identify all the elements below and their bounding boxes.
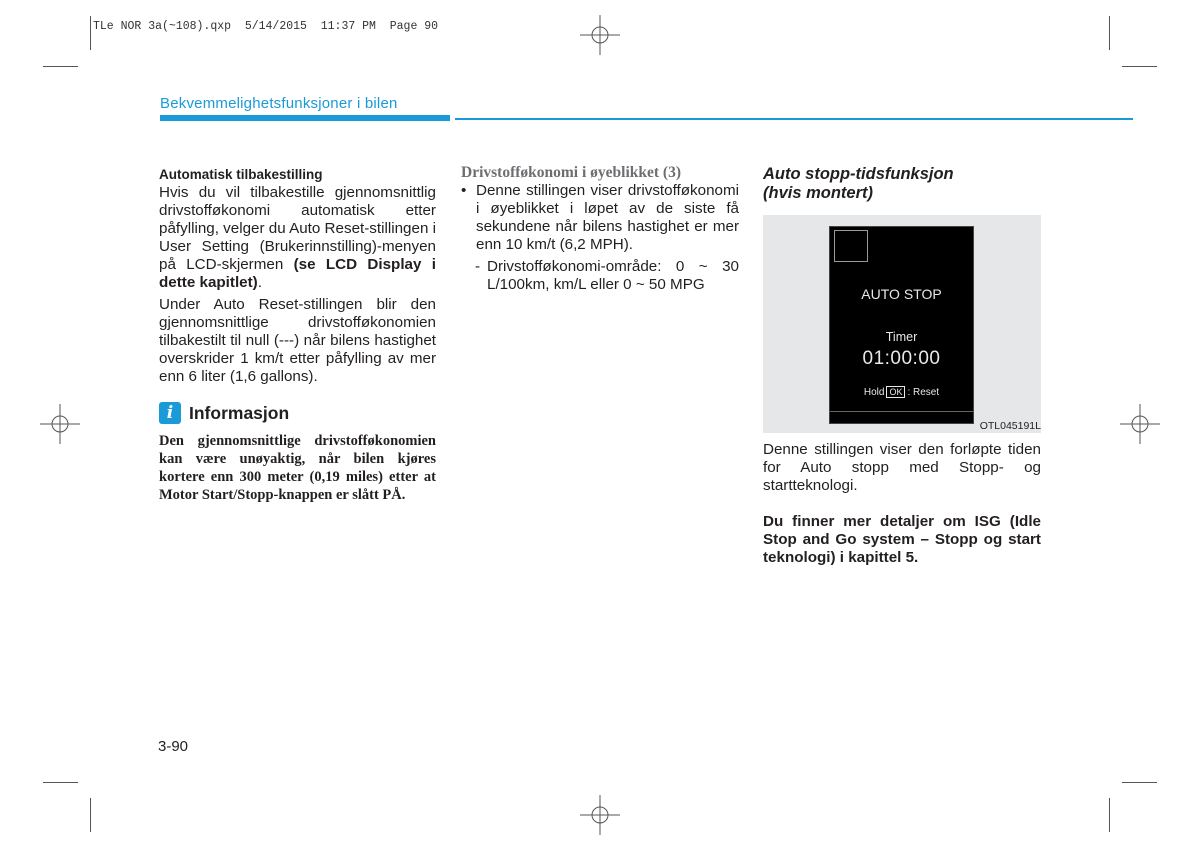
bullet-item [461, 182, 739, 254]
section-title: Bekvemmelighetsfunksjoner i bilen [160, 95, 398, 112]
info-icon: i [159, 402, 181, 424]
paragraph: Denne stillingen viser den forløpte tiden for Auto stopp med Stopp- og startteknologi. [763, 441, 1041, 494]
info-heading [159, 402, 436, 424]
column-middle [461, 164, 739, 294]
lcd-screen [829, 226, 974, 424]
bullet-text: Denne stillingen viser drivstofføkonomi i øyeblikket i løpet av de siste få sekundene når bilens hastighet er mer enn 10 km/t (6,2 MPH). [476, 182, 739, 253]
reset-text: : Reset [907, 387, 940, 398]
column-right [763, 165, 1041, 203]
heading-line: Auto stopp-tidsfunksjon [763, 165, 954, 183]
crop-mark [90, 16, 91, 50]
screen-divider [830, 411, 973, 412]
registration-mark-icon [1120, 404, 1160, 444]
screen-indicator-box [834, 230, 868, 262]
screen-hold-reset [830, 386, 973, 398]
registration-mark-icon [580, 15, 620, 55]
crop-mark [1122, 782, 1157, 783]
paragraph-bold-reference: (se LCD Display i dette kapitlet) [159, 256, 436, 291]
registration-mark-icon [580, 795, 620, 835]
dash-icon: - [475, 258, 481, 275]
paragraph: Under Auto Reset-stillingen blir den gjennomsnittlige drivstofføkonomien tilbakestilt til null (---) når bilens hastighet overskrider 1 km/t etter påfylling av mer enn 6 liter (1,6 gallons). [159, 296, 436, 385]
crop-mark [43, 66, 78, 67]
heading-line: (hvis montert) [763, 184, 874, 202]
page-number: 3-90 [158, 738, 189, 755]
info-title: Informasjon [189, 403, 290, 423]
screen-timer-value: 01:00:00 [862, 348, 941, 369]
column-right-body [763, 441, 1041, 567]
crop-mark [90, 798, 91, 832]
paragraph-end: . [257, 274, 262, 291]
section-rule-thin [455, 118, 1133, 120]
paragraph-text: Hvis du vil tilbakestille gjennomsnittlig drivstofføkonomi automatisk etter påfylling, velger du Auto Reset-stillingen i User Setting (Brukerinnstilling)-menyen på LCD-skjermen [159, 184, 436, 273]
subheading: Drivstofføkonomi i øyeblikket (3) [461, 164, 682, 181]
registration-mark-icon [40, 404, 80, 444]
screen-title: AUTO STOP [861, 286, 942, 302]
figure-code: OTL045191L [979, 420, 1041, 432]
dash-text: Drivstofføkonomi-område: 0 ~ 30 L/100km, km/L eller 0 ~ 50 MPG [487, 258, 739, 293]
info-body: Den gjennomsnittlige drivstofføkonomien kan være unøyaktig, når bilen kjøres kortere enn 300 meter (0,19 miles) etter at Motor Start/Stopp-knappen er slått PÅ. [159, 433, 436, 503]
section-rule-thick [160, 115, 450, 121]
crop-mark [43, 782, 78, 783]
subheading: Automatisk tilbakestilling [159, 167, 323, 182]
crop-mark [1109, 798, 1110, 832]
crop-mark [1109, 16, 1110, 50]
crop-mark [1122, 66, 1157, 67]
dash-item [461, 258, 739, 294]
print-slug: TLe NOR 3a(~108).qxp 5/14/2015 11:37 PM Page 90 [93, 20, 439, 33]
bold-paragraph: Du finner mer detaljer om ISG (Idle Stop and Go system – Stopp og start teknologi) i kapittel 5. [763, 513, 1041, 566]
paragraph [159, 184, 436, 292]
bullet-icon: • [461, 182, 467, 199]
cluster-figure [763, 215, 1041, 433]
hold-text: Hold [863, 387, 885, 398]
column-left [159, 166, 436, 504]
screen-label: Timer [885, 330, 918, 344]
ok-button-icon: OK [886, 386, 905, 398]
